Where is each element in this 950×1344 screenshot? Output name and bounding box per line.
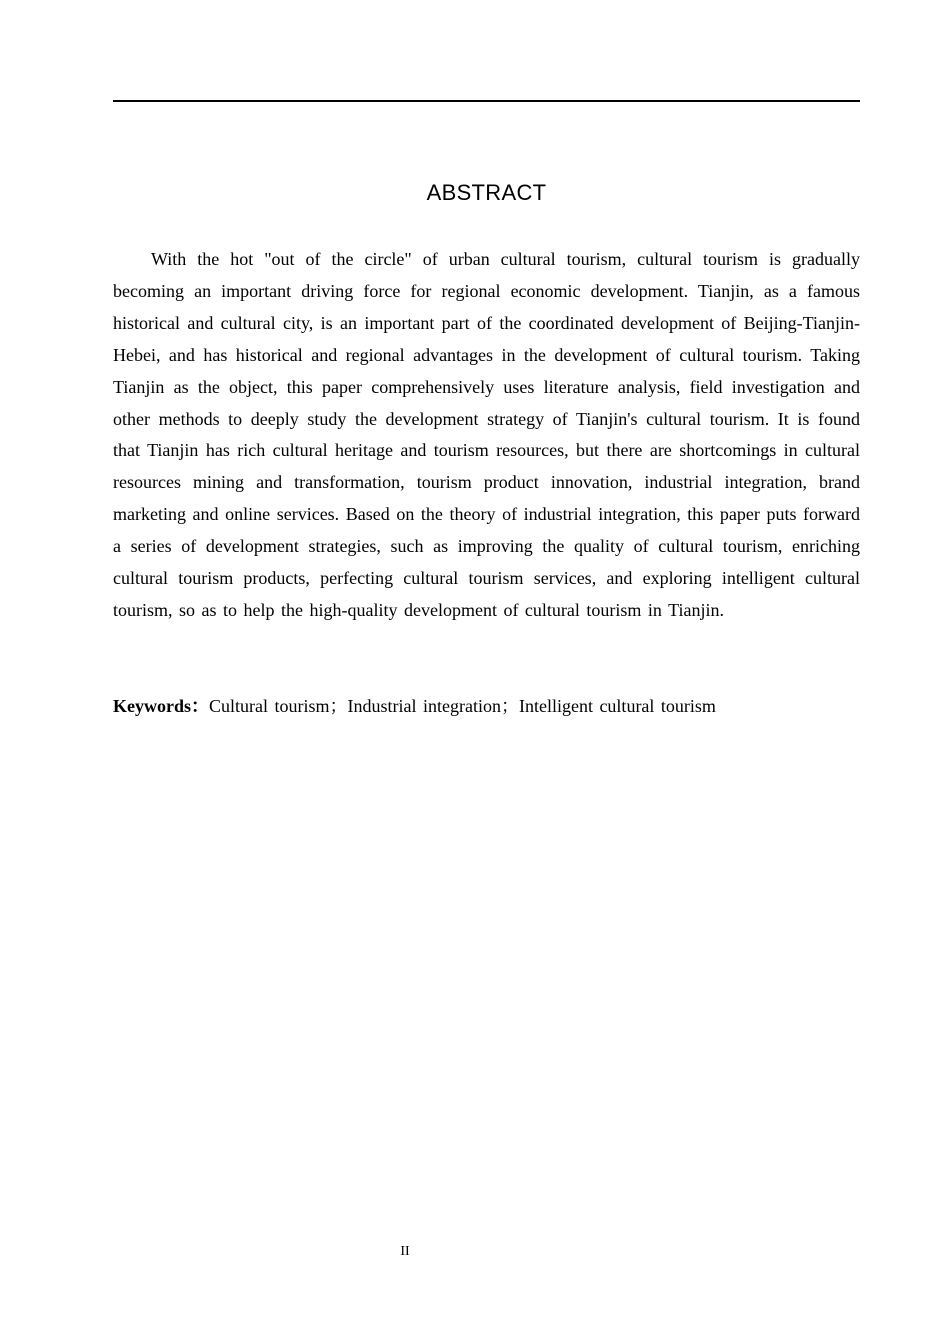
keyword-item: Industrial integration — [347, 696, 501, 716]
page-title: ABSTRACT — [426, 180, 547, 205]
page-number: II — [400, 1244, 410, 1259]
abstract-paragraph: With the hot "out of the circle" of urban cultural tourism, cultural tourism is gradually becoming an important driving force for regional economic development. Tianjin, as a famous historical and cultural city, is an important part of the coordinated development of Beijing-Tianjin-Hebei, and has historical and regional advantages in the development of cultural tourism. Taking Tianjin as the object, this paper comprehensively uses literature analysis, field investigation and other methods to deeply study the development strategy of Tianjin's cultural tourism. It is found that Tianjin has rich cultural heritage and tourism resources, but there are shortcomings in cultural resources mining and transformation, tourism product innovation, industrial integration, brand marketing and online services. Based on the theory of industrial integration, this paper puts forward a series of development strategies, such as improving the quality of cultural tourism, enriching cultural tourism products, perfecting cultural tourism services, and exploring intelligent cultural tourism, so as to help the high-quality development of cultural tourism in Tianjin. — [113, 249, 860, 620]
header-rule — [113, 100, 860, 102]
keywords-line — [113, 691, 860, 723]
keyword-separator: ； — [329, 696, 348, 716]
keywords-label: Keywords： — [113, 696, 209, 716]
keyword-separator: ； — [500, 696, 519, 716]
keyword-item: Intelligent cultural tourism — [518, 696, 716, 716]
keyword-item: Cultural tourism — [209, 696, 330, 716]
